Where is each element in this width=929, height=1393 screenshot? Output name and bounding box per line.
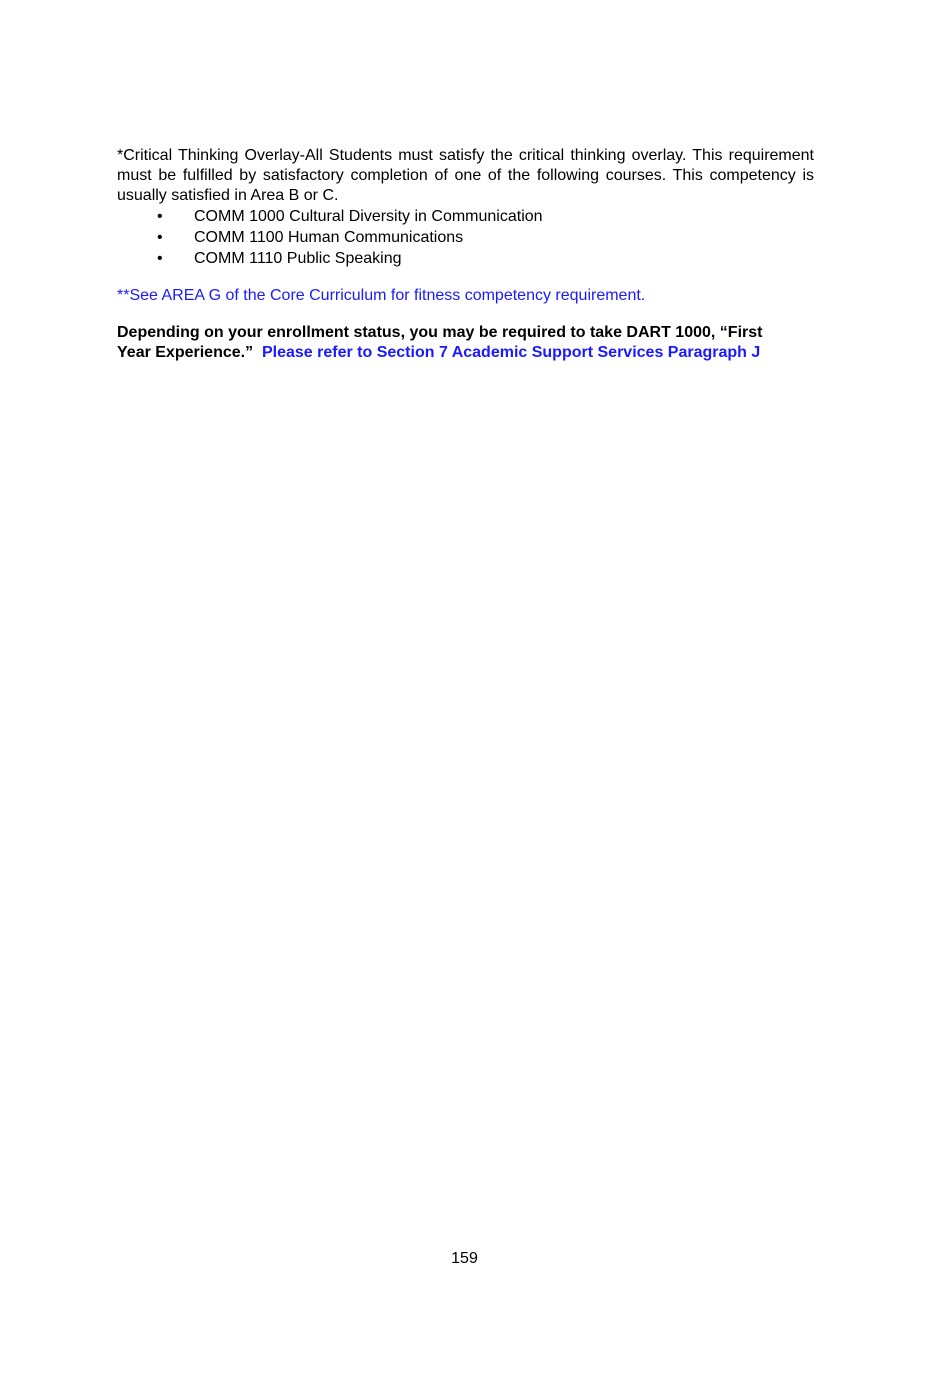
course-name: COMM 1000 Cultural Diversity in Communication [194,208,543,225]
list-item [117,227,814,248]
dart-course-title: Year Experience.” [117,344,254,361]
list-item [117,206,814,227]
course-list [117,206,814,269]
dart-line-2 [117,343,814,363]
section-reference: Please refer to Section 7 Academic Support Services Paragraph J [261,344,761,361]
bullet-icon: • [157,229,163,246]
dart-requirement-paragraph [117,323,814,363]
critical-thinking-paragraph: *Critical Thinking Overlay-All Students must satisfy the critical thinking overlay. This requirement must be fulfilled by satisfactory completion of one of the following courses. This competency is usually satisfied in Area B or C. [117,147,814,204]
dart-line-1: Depending on your enrollment status, you may be required to take DART 1000, “First [117,324,763,341]
page-content [117,146,814,363]
list-item [117,248,814,269]
course-name: COMM 1100 Human Communications [194,229,464,246]
bullet-icon: • [157,250,163,267]
bullet-icon: • [157,208,163,225]
course-name: COMM 1110 Public Speaking [194,250,402,267]
page-number: 159 [451,1250,478,1267]
area-g-note: **See AREA G of the Core Curriculum for fitness competency requirement. [117,287,646,304]
